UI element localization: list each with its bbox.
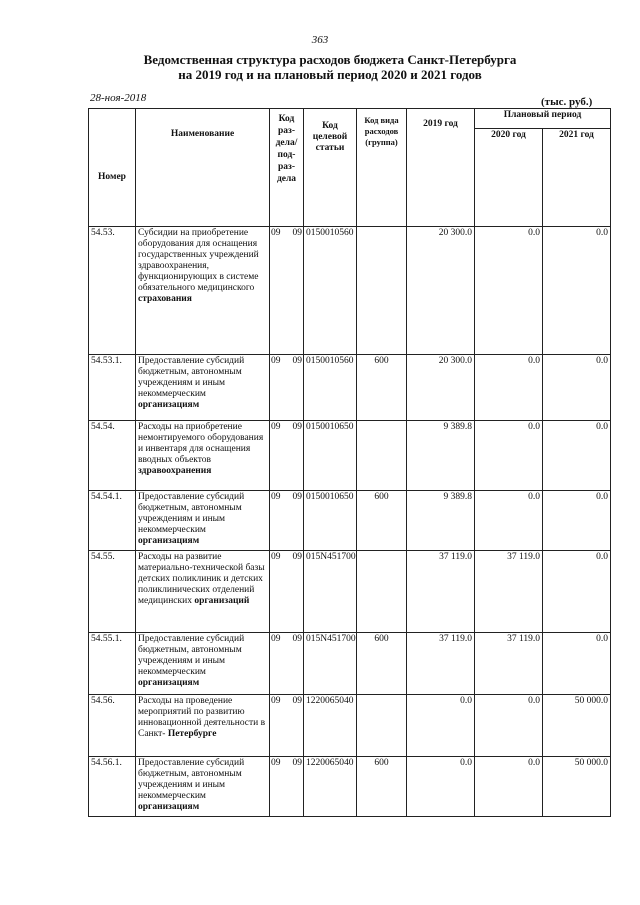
row-podrazdel: 09: [292, 758, 302, 768]
row-name-last: организациям: [138, 536, 200, 546]
row-2019: 9 389.8: [407, 491, 475, 551]
row-razdel: 09: [271, 634, 281, 644]
row-name-text: Предоставление субсидий бюджетным, автономным учреждениям и иным некоммерческим: [138, 492, 245, 535]
row-2020: 37 119.0: [475, 633, 543, 695]
row-razdel: 09: [271, 356, 281, 366]
title-line-1: Ведомственная структура расходов бюджета Санкт-Петербурга: [143, 52, 517, 67]
row-podrazdel: 09: [292, 228, 302, 238]
row-2021: 50 000.0: [543, 695, 611, 757]
row-section-code: [270, 633, 304, 695]
row-name-last: Петербурге: [167, 729, 217, 739]
row-section-code: [270, 551, 304, 633]
row-2021: 50 000.0: [543, 757, 611, 817]
row-name: [136, 695, 270, 757]
row-2020: 0.0: [475, 355, 543, 421]
header-2020: 2020 год: [475, 129, 543, 227]
row-expense-type: [357, 227, 407, 355]
document-title: [60, 52, 600, 82]
header-2019: 2019 год: [407, 109, 475, 227]
row-section-code: [270, 757, 304, 817]
table-row: [89, 355, 611, 421]
row-podrazdel: 09: [292, 356, 302, 366]
row-razdel: 09: [271, 552, 281, 562]
row-target-code: 0150010650: [304, 421, 357, 491]
row-number: 54.55.: [89, 551, 136, 633]
row-podrazdel: 09: [292, 422, 302, 432]
row-2021: 0.0: [543, 227, 611, 355]
row-name-last: здравоохранения: [138, 466, 212, 476]
row-expense-type: [357, 695, 407, 757]
row-podrazdel: 09: [292, 696, 302, 706]
row-name-last: страхования: [138, 294, 192, 304]
row-podrazdel: 09: [292, 634, 302, 644]
row-expense-type: [357, 421, 407, 491]
header-expense-type: Код вида расходов (группа): [357, 109, 407, 227]
header-section-code: Код раз-дела/ под-раз-дела: [270, 109, 304, 227]
row-podrazdel: 09: [292, 552, 302, 562]
row-2021: 0.0: [543, 551, 611, 633]
page-number: 363: [311, 34, 329, 46]
row-2021: 0.0: [543, 633, 611, 695]
row-number: 54.56.: [89, 695, 136, 757]
row-2020: 0.0: [475, 421, 543, 491]
row-podrazdel: 09: [292, 492, 302, 502]
row-target-code: 015N451700: [304, 551, 357, 633]
row-target-code: 0150010560: [304, 227, 357, 355]
header-2021: 2021 год: [543, 129, 611, 227]
row-razdel: 09: [271, 492, 281, 502]
row-2020: 0.0: [475, 695, 543, 757]
row-name-last: организаций: [194, 596, 250, 606]
row-target-code: 0150010650: [304, 491, 357, 551]
row-name-text: Предоставление субсидий бюджетным, автономным учреждениям и иным некоммерческим: [138, 634, 245, 677]
row-razdel: 09: [271, 758, 281, 768]
row-2019: 9 389.8: [407, 421, 475, 491]
row-name: [136, 633, 270, 695]
table-row: [89, 227, 611, 355]
row-expense-type: 600: [357, 757, 407, 817]
row-2019: 37 119.0: [407, 633, 475, 695]
row-name-text: Расходы на приобретение немонтируемого оборудования и инвентаря для оснащения вводных объектов: [138, 422, 264, 465]
row-name: [136, 551, 270, 633]
row-name-text: Предоставление субсидий бюджетным, автономным учреждениям и иным некоммерческим: [138, 758, 245, 801]
row-name-text: Расходы на развитие материально-технической базы детских поликлиник и детских поликлинических отделений медицинских: [138, 552, 265, 606]
header-number: Номер: [89, 109, 136, 227]
row-2021: 0.0: [543, 355, 611, 421]
row-razdel: 09: [271, 696, 281, 706]
units-label: (тыс. руб.): [541, 96, 593, 108]
row-name-text: Субсидии на приобретение оборудования для оснащения государственных учреждений здравоохранения, функционирующих в системе обязательного медицинского: [138, 228, 259, 293]
row-razdel: 09: [271, 228, 281, 238]
row-name: [136, 227, 270, 355]
row-name-text: Расходы на проведение мероприятий по развитию инновационной деятельности в Санкт-: [138, 696, 266, 739]
row-number: 54.53.1.: [89, 355, 136, 421]
table-row: [89, 421, 611, 491]
row-razdel: 09: [271, 422, 281, 432]
row-name-last: организациям: [138, 802, 200, 812]
row-2021: 0.0: [543, 491, 611, 551]
row-section-code: [270, 491, 304, 551]
document-date: 28-ноя-2018: [90, 92, 147, 104]
row-2020: 0.0: [475, 491, 543, 551]
row-2020: 0.0: [475, 757, 543, 817]
row-expense-type: 600: [357, 355, 407, 421]
row-target-code: 1220065040: [304, 757, 357, 817]
row-2019: 20 300.0: [407, 227, 475, 355]
row-2019: 0.0: [407, 757, 475, 817]
row-2019: 20 300.0: [407, 355, 475, 421]
row-expense-type: [357, 551, 407, 633]
row-name-last: организациям: [138, 400, 200, 410]
row-expense-type: 600: [357, 491, 407, 551]
row-2019: 37 119.0: [407, 551, 475, 633]
header-name: Наименование: [136, 109, 270, 227]
header-target-code: Код целевой статьи: [304, 109, 357, 227]
table-body: [89, 227, 611, 817]
row-target-code: 015N451700: [304, 633, 357, 695]
row-target-code: 1220065040: [304, 695, 357, 757]
row-section-code: [270, 695, 304, 757]
row-number: 54.53.: [89, 227, 136, 355]
row-2020: 37 119.0: [475, 551, 543, 633]
row-name: [136, 355, 270, 421]
row-target-code: 0150010560: [304, 355, 357, 421]
row-name-last: организациям: [138, 678, 200, 688]
table-row: [89, 491, 611, 551]
row-number: 54.54.: [89, 421, 136, 491]
row-name-text: Предоставление субсидий бюджетным, автономным учреждениям и иным некоммерческим: [138, 356, 245, 399]
row-name: [136, 757, 270, 817]
row-section-code: [270, 421, 304, 491]
row-2021: 0.0: [543, 421, 611, 491]
row-number: 54.54.1.: [89, 491, 136, 551]
header-planned-period: Плановый период: [475, 109, 611, 129]
row-number: 54.56.1.: [89, 757, 136, 817]
row-name: [136, 421, 270, 491]
row-name: [136, 491, 270, 551]
table-row: [89, 551, 611, 633]
row-expense-type: 600: [357, 633, 407, 695]
row-2020: 0.0: [475, 227, 543, 355]
row-section-code: [270, 355, 304, 421]
table-row: [89, 633, 611, 695]
row-2019: 0.0: [407, 695, 475, 757]
budget-table: [88, 108, 611, 817]
row-number: 54.55.1.: [89, 633, 136, 695]
table-row: [89, 757, 611, 817]
title-line-2: на 2019 год и на плановый период 2020 и 2021 годов: [178, 67, 482, 82]
row-section-code: [270, 227, 304, 355]
table-row: [89, 695, 611, 757]
